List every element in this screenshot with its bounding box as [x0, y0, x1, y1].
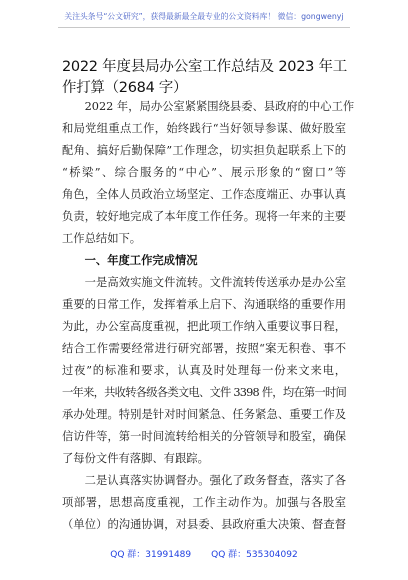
document-footer	[0, 549, 408, 562]
paragraph-line: 2022 年，局办公室紧紧围绕县委、县政府的中心工作	[84, 100, 355, 113]
paragraph-line: 一年来，共收转各级各类文电、文件 3398 件，均在第一时间	[62, 386, 346, 399]
point-2-paragraph	[62, 470, 346, 536]
title-line: 作打算（2684 字）	[62, 80, 188, 96]
paragraph-line: 重要的日常工作，发挥着承上启下、沟通联络的重要作用	[62, 298, 346, 311]
paragraph-line: （单位）的沟通协调，对县委、县政府重大决策、督查督	[62, 518, 346, 531]
title-line: 2022 年度县局办公室工作总结及 2023 年工	[62, 59, 347, 75]
point-1-paragraph	[62, 272, 346, 470]
paragraph-line: 为此，办公室高度重视，把此项工作纳入重要议事日程，	[62, 320, 346, 333]
paragraph-line: 信访件等，第一时间流转给相关的分管领导和股室，确保	[62, 430, 346, 443]
paragraph-line: 项部署，思想高度重视，工作主动作为。加强与各股室	[62, 496, 346, 509]
intro-paragraph	[62, 96, 355, 250]
document-body	[62, 96, 355, 536]
paragraph-line: 角色，全体人员政治立场坚定、工作态度端正、办事认真	[62, 188, 346, 201]
paragraph-line: 工作总结如下。	[62, 232, 142, 245]
paragraph-line: 一是高效实施文件流转。文件流转传送承办是办公室	[84, 276, 346, 289]
paragraph-line: “桥梁”、综合服务的“中心”、展示形象的“窗口”等	[62, 166, 346, 179]
document-title	[62, 57, 347, 99]
section-heading: 一、年度工作完成情况	[84, 254, 198, 267]
qq-group-2-text: QQ 群：535304092	[211, 550, 298, 560]
paragraph-line: 过夜”的标准和要求，认真及时处理每一份来文来电，	[62, 364, 346, 377]
paragraph-line: 二是认真落实协调督办。强化了政务督查，落实了各	[84, 474, 346, 487]
paragraph-line: 了每份文件有落脚、有跟踪。	[62, 452, 209, 465]
paragraph-line: 配角、搞好后勤保障”工作理念，切实担负起联系上下的	[62, 144, 346, 157]
paragraph-line: 承办处理。特别是针对时间紧急、任务紧急、重要工作及	[62, 408, 346, 421]
paragraph-line: 和局党组重点工作，始终践行“当好领导参谋、做好股室	[62, 122, 346, 135]
qq-group-1-text: QQ 群：31991489	[110, 550, 192, 560]
paragraph-line: 结合工作需要经常进行研究部署，按照“案无积卷、事不	[62, 342, 346, 355]
document-header: 关注头条号“公文研究”，获得最新最全最专业的公文资料库！ 微信：gongwenyj	[64, 12, 344, 21]
paragraph-line: 负责，较好地完成了本年度工作任务。现将一年来的主要	[62, 210, 346, 223]
header-divider	[58, 27, 350, 28]
